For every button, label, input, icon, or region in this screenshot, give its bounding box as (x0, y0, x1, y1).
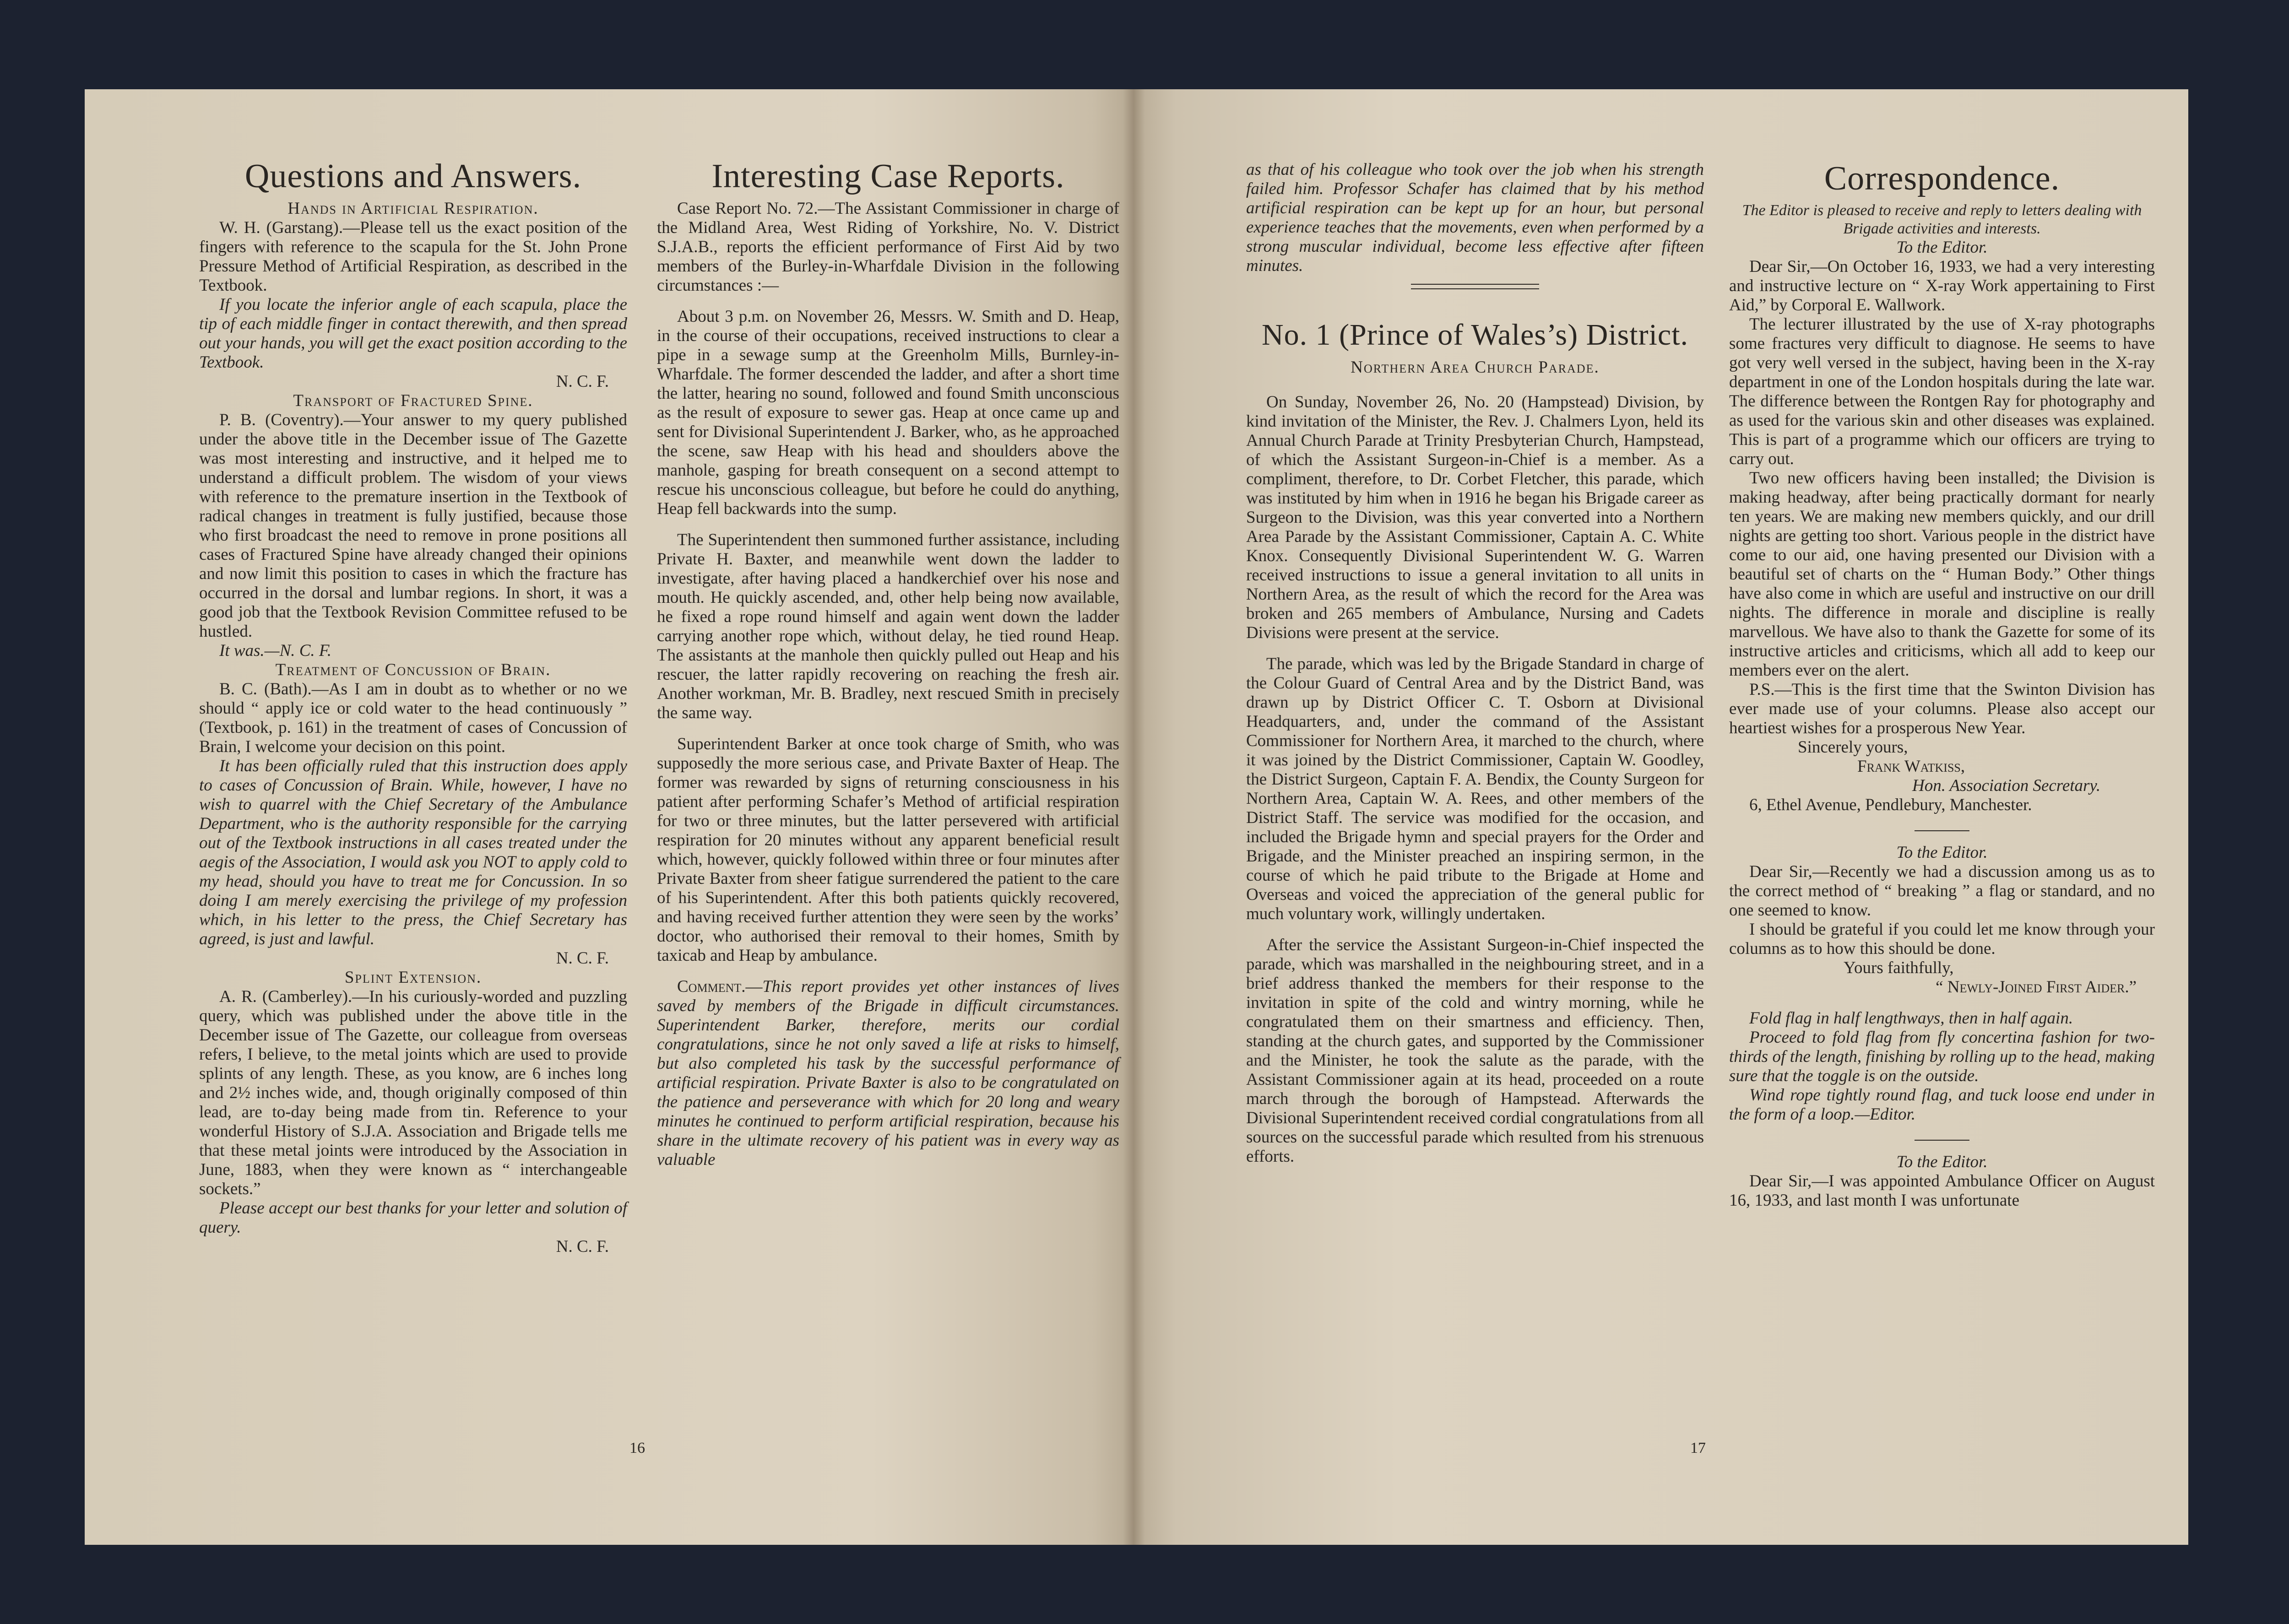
magazine-spread (85, 89, 2188, 1545)
letter-paragraph: Dear Sir,—Recently we had a discussion among us as to the correct method of “ breaking ” a flag or standard, and no one seemed to know. (1729, 862, 2155, 920)
district-paragraph: On Sunday, November 26, No. 20 (Hampstead) Division, by kind invitation of the Minister, the Rev. J. Chalmers Lyon, held its Annual Church Parade at Trinity Presbyterian Church, Hampstead, of which the Assistant Surgeon-in-Chief is a member. As a compliment, therefore, to Dr. Corbet Fletcher, this parade, which was instituted by him when in 1916 he began his Brigade career as Surgeon to the Division, was this year converted into a Northern Area Parade by the Assistant Commissioner, Captain A. C. White Knox. Consequently Divisional Superintendent W. G. Warren received instructions to issue a general invitation to all units in Northern Area, as the result of which the record for the Area was broken and 265 members of Ambulance, Nursing and Cadets Divisions were present at the service. (1246, 393, 1704, 642)
qa-question: A. R. (Camberley).—In his curiously-worded and puzzling query, which was published under the above title in the December issue of The Gazette, our colleague from overseas refers, I believe, to the metal joints which are used to provide splints of any length. These, as you know, are 6 inches long and 2½ inches wide, and, though originally composed of thin lead, are to-day being made from tin. Reference to your wonderful History of S.J.A. Association and Brigade tells me that these metal joints were introduced by the Association in June, 1883, when they were known as “ interchangeable sockets.” (199, 987, 627, 1198)
qa-subheading: Hands in Artificial Respiration. (287, 199, 539, 218)
editor-reply: Wind rope tightly round flag, and tuck loose end under in the form of a loop.—Editor. (1729, 1086, 2155, 1124)
correspondence-column (1729, 160, 2155, 1210)
qa-signature: N. C. F. (556, 372, 609, 391)
district-column (1246, 160, 1704, 1166)
district-paragraph: After the service the Assistant Surgeon-in-Chief inspected the parade, which was marshalled in the neighbouring street, and in a brief address thanked the members for their response to the invitation in spite of the cold and wintry morning, while he congratulated them on their smartness and efficiency. Then, standing at the church gates, and supported by the Commissioner and the Minister, he took the salute as the parade, with the Assistant Commissioner again at its head, proceeded on a route march through the borough of Hampstead. Afterwards the Divisional Superintendent received cordial congratulations from all sources on the successful parade which resulted from his strenuous efforts. (1246, 936, 1704, 1166)
letter-salutation-heading: To the Editor. (1896, 1153, 1988, 1171)
qa-subheading: Splint Extension. (344, 968, 482, 987)
district-paragraph: The parade, which was led by the Brigade Standard in charge of the Colour Guard of Central Area and by the District Band, was drawn up by District Officer C. T. Osborn at Divisional Headquarters, and, under the command of the Assistant Commissioner for Northern Area, it marched to the church, where it was joined by the District Commissioner, Captain W. Goodley, the District Surgeon, Captain F. A. Bendix, the County Surgeon for Northern Area, Captain W. A. Rees, and other members of the District Staff. The service was modified for the occasion, and included the Brigade hymn and special prayers for the Order and Brigade, and the Minister preached an inspiring sermon, in the course of which he paid tribute to the Brigade at Home and Overseas and voiced the appreciation of the general public for much voluntary work, willingly undertaken. (1246, 655, 1704, 923)
comment-label: Comment.— (677, 977, 763, 996)
letter-divider (1915, 1140, 1969, 1141)
letter-paragraph: Dear Sir,—I was appointed Ambulance Officer on August 16, 1933, and last month I was unfortunate (1729, 1172, 2155, 1210)
letter-signer: “ Newly-Joined First Aider.” (1936, 978, 2137, 996)
qa-answer: It has been officially ruled that this instruction does apply to cases of Concussion of Brain. While, however, I have no wish to quarrel with the Chief Secretary of the Ambulance Department, who is the authority responsible for the carrying out of the Textbook instructions in all cases treated under the aegis of the Association, I would ask you NOT to apply cold to my head, should you have to treat me for Concussion. In so doing I am merely exercising the privilege of my profession which, in his letter to the press, the Chief Secretary has agreed, is just and lawful. (199, 757, 627, 948)
case-reports-column (657, 158, 1119, 1169)
page-number-left: 16 (629, 1440, 645, 1456)
letter-divider (1915, 830, 1969, 831)
page-number-right: 17 (1690, 1440, 1706, 1456)
case-reports-title: Interesting Case Reports. (711, 157, 1065, 195)
qa-subheading: Treatment of Concussion of Brain. (275, 660, 551, 679)
case-report-paragraph: About 3 p.m. on November 26, Messrs. W. Smith and D. Heap, in the course of their occupations, received instructions to clear a pipe in a sewage sump at the Greenholm Mills, Burnley-in-Wharfdale. The former descended the ladder, and after a short time the latter, hearing no sound, followed and found Smith unconscious as the result of exposure to sewer gas. Heap at once came up and sent for Divisional Superintendent J. Barker, who, as he approached the scene, saw Heap with his head and shoulders above the manhole, gasping for breath consequent on a second attempt to rescue his unconscious colleague, but before he could do anything, Heap fell backwards into the sump. (657, 307, 1119, 518)
letter-paragraph: P.S.—This is the first time that the Swinton Division has ever made use of your columns. Please also accept our heartiest wishes for a prosperous New Year. (1729, 680, 2155, 737)
case-report-continuation: as that of his colleague who took over the job when his strength failed him. Professor Schafer has claimed that by his method artificial respiration can be kept up for an hour, but personal experience teaches that the movements, even when performed by a strong muscular individual, become less effective after fifteen minutes. (1246, 160, 1704, 275)
letter-closing: Sincerely yours, (1798, 738, 1908, 757)
qa-answer: Please accept our best thanks for your letter and solution of query. (199, 1199, 627, 1237)
right-page (1134, 89, 2188, 1545)
letter-address: 6, Ethel Avenue, Pendlebury, Manchester. (1749, 796, 2032, 814)
qa-subheading: Transport of Fractured Spine. (293, 391, 533, 410)
qa-question: W. H. (Garstang).—Please tell us the exact position of the fingers with reference to the scapula for the St. John Prone Pressure Method of Artificial Respiration, as described in the Textbook. (199, 218, 627, 295)
qa-signature: N. C. F. (556, 949, 609, 968)
case-report-paragraph: Case Report No. 72.—The Assistant Commissioner in charge of the Midland Area, West Riding of Yorkshire, No. V. District S.J.A.B., reports the efficient performance of First Aid by two members of the Burley-in-Wharfdale Division in the following circumstances :— (657, 199, 1119, 295)
letter-paragraph: Dear Sir,—On October 16, 1933, we had a very interesting and instructive lecture on “ X-ray Work appertaining to First Aid,” by Corporal E. Wallwork. (1729, 257, 2155, 314)
letter-salutation-heading: To the Editor. (1896, 238, 1988, 257)
editor-reply: Fold flag in half lengthways, then in half again. (1749, 1009, 2073, 1028)
qa-signature: N. C. F. (556, 1237, 609, 1256)
qa-title: Questions and Answers. (244, 157, 582, 195)
qa-question: B. C. (Bath).—As I am in doubt as to whether or no we should “ apply ice or cold water to the head continuously ” (Textbook, p. 161) in the treatment of cases of Concussion of Brain, I welcome your decision on this point. (199, 680, 627, 756)
letter-signer-title: Hon. Association Secretary. (1912, 776, 2101, 795)
left-page (85, 89, 1134, 1545)
editor-note: The Editor is pleased to receive and reply to letters dealing with Brigade activities and interests. (1742, 202, 2142, 237)
questions-answers-column (199, 158, 627, 1256)
qa-answer: If you locate the inferior angle of each scapula, place the tip of each middle finger in contact therewith, and then spread out your hands, you will get the exact position according to the Textbook. (199, 295, 627, 372)
editor-reply: Proceed to fold flag from fly concertina fashion for two-thirds of the length, finishing by rolling up to the head, making sure that the toggle is on the outside. (1729, 1028, 2155, 1085)
comment-text: This report provides yet other instances of lives saved by members of the Brigade in difficult circumstances. Superintendent Barker, therefore, merits our cordial congratulations, since he not only saved a life at risks to himself, but also completed his task by the successful performance of artificial respiration. Private Baxter is also to be congratulated on the patience and perseverance with which for 20 long and weary minutes he continued to perform artificial respiration, because his share in the ultimate recovery of his patient was in every way as valuable (657, 977, 1119, 1169)
letter-signer: Frank Watkiss, (1857, 757, 1965, 776)
district-subheading: Northern Area Church Parade. (1351, 358, 1600, 377)
letter-salutation-heading: To the Editor. (1896, 843, 1988, 862)
qa-answer: It was.—N. C. F. (219, 641, 332, 660)
correspondence-title: Correspondence. (1824, 160, 2060, 197)
section-divider (1411, 284, 1539, 289)
case-report-paragraph: Superintendent Barker at once took charge of Smith, who was supposedly the more serious case, and Private Baxter of Heap. The former was rewarded by signs of returning consciousness in his patient after performing Schafer’s Method of artificial respiration for two or three minutes, but the latter persevered with artificial respiration for 20 minutes without any apparent beneficial result which, however, quickly followed within three or four minutes after Private Baxter from sheer fatigue surrendered the patient to the care of his Superintendent. After this both patients quickly recovered, and having received further attention they were seen by the works’ doctor, who authorised their removal to their homes, Smith by taxicab and Heap by ambulance. (657, 735, 1119, 965)
spine-gutter (1123, 89, 1145, 1545)
qa-question: P. B. (Coventry).—Your answer to my query published under the above title in the December issue of The Gazette was most interesting and instructive, and it helped me to understand a difficult problem. The wisdom of your views with reference to the premature insertion in the Textbook of radical changes in treatment is fully justified, because those who first broadcast the need to remove in prone positions all cases of Fractured Spine have already changed their opinions and now limit this position to cases in which the fracture has occurred in the dorsal and lumbar regions. In short, it was a good job that the Textbook Revision Committee refused to be hustled. (199, 411, 627, 641)
district-title: No. 1 (Prince of Wales’s) District. (1261, 318, 1689, 352)
letter-closing: Yours faithfully, (1844, 958, 1954, 977)
case-report-comment (657, 977, 1119, 1169)
case-report-paragraph: The Superintendent then summoned further assistance, including Private H. Baxter, and meanwhile went down the ladder to investigate, after having placed a handkerchief over his nose and mouth. He quickly ascended, and, other help being now available, he fixed a rope round himself and again went down the ladder carrying another rope which, without delay, he tied round Heap. The assistants at the manhole then quickly pulled out Heap and his rescuer, the latter rapidly recovering on reaching the fresh air. Another workman, Mr. B. Bradley, next rescued Smith in precisely the same way. (657, 531, 1119, 722)
letter-paragraph: Two new officers having been installed; the Division is making headway, after being practically dormant for nearly ten years. We are making new members quickly, and our drill nights are getting too short. Various people in the district have come to our aid, one having presented our Division with a beautiful set of charts on the “ Human Body.” Other things have also come in which are useful and instructive on our drill nights. The difference in morale and discipline is really marvellous. We have also to thank the Gazette for some of its instructive articles and criticisms, which all add to keep our members ever on the alert. (1729, 469, 2155, 680)
letter-paragraph: The lecturer illustrated by the use of X-ray photographs some fractures very difficult to diagnose. He seems to have got very well versed in the subject, having been in the X-ray department in one of the London hospitals during the late war. The difference between the Rontgen Ray for photography and as used for the various skin and other diseases was explained. This is part of a programme which our officers are trying to carry out. (1729, 315, 2155, 468)
letter-paragraph: I should be grateful if you could let me know through your columns as to how this should be done. (1729, 920, 2155, 958)
